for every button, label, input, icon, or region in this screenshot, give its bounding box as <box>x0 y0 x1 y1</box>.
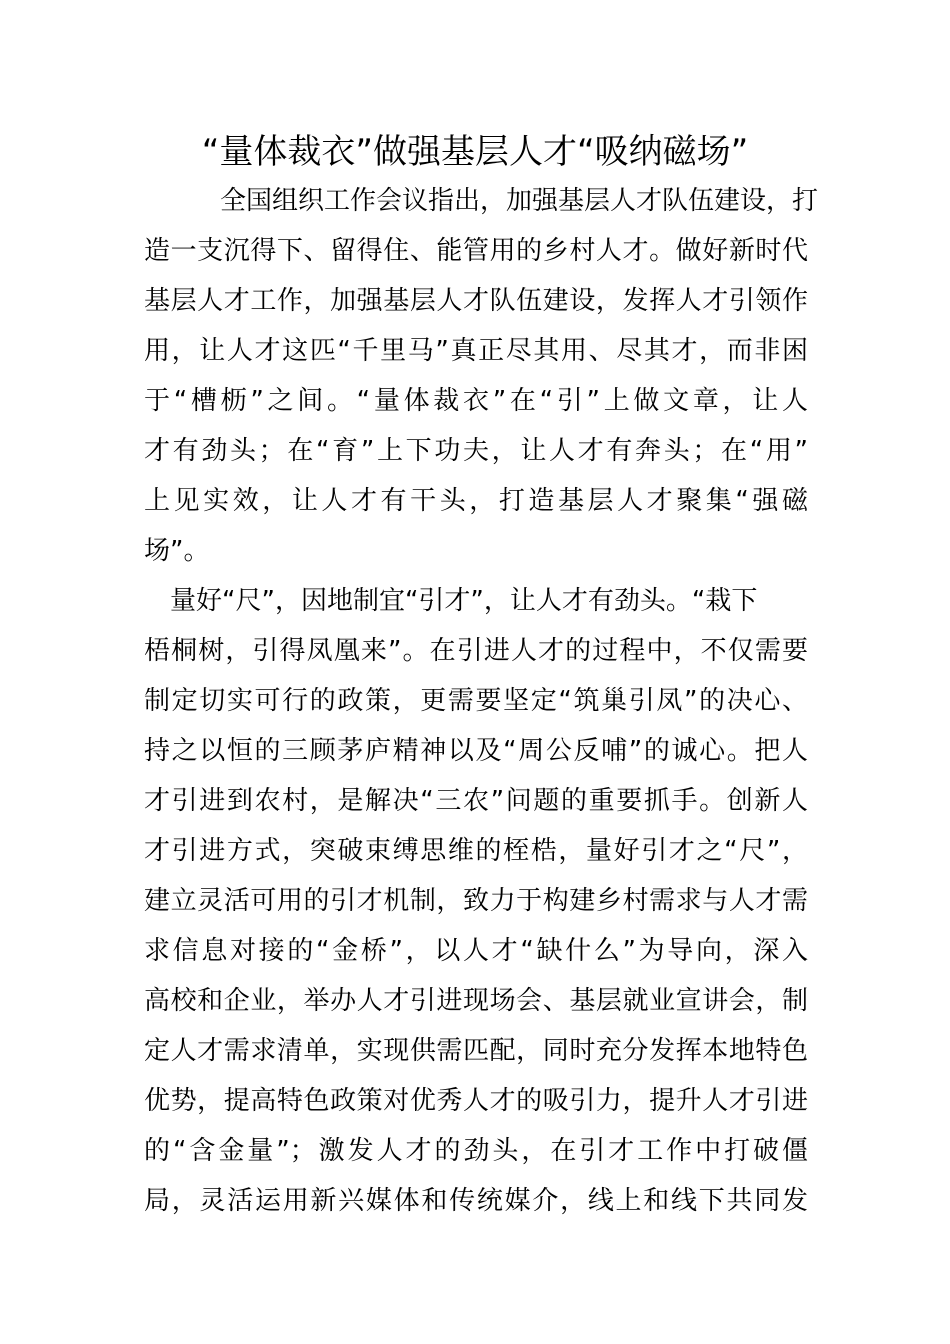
text-line: 于“槽枥”之间。“量体裁衣”在“引”上做文章，让人 <box>144 386 808 416</box>
text-line: 上见实效，让人才有干头，打造基层人才聚集“强磁 <box>144 486 808 516</box>
text-line: 量好“尺”，因地制宜“引才”，让人才有劲头。“栽下 <box>170 586 758 616</box>
paragraph-1 <box>144 176 819 576</box>
text-line: 建立灵活可用的引才机制，致力于构建乡村需求与人才需 <box>144 886 808 916</box>
text-line: 才引进方式，突破束缚思维的桎梏，量好引才之“尺”， <box>144 836 808 866</box>
text-line: 高校和企业，举办人才引进现场会、基层就业宣讲会，制 <box>144 986 808 1016</box>
paragraph-2 <box>144 576 808 1226</box>
text-line: 局，灵活运用新兴媒体和传统媒介，线上和线下共同发 <box>144 1186 808 1216</box>
page-title: “量体裁衣”做强基层人才“吸纳磁场” <box>201 132 749 172</box>
text-line: 基层人才工作，加强基层人才队伍建设，发挥人才引领作 <box>144 286 808 316</box>
text-line: 造一支沉得下、留得住、能管用的乡村人才。做好新时代 <box>144 236 808 266</box>
text-line: 梧桐树，引得凤凰来”。在引进人才的过程中，不仅需要 <box>144 636 808 666</box>
text-line: 用，让人才这匹“千里马”真正尽其用、尽其才，而非困 <box>144 336 808 366</box>
text-line: 全国组织工作会议指出，加强基层人才队伍建设，打 <box>220 186 819 216</box>
text-line: 制定切实可行的政策，更需要坚定“筑巢引凤”的决心、 <box>144 686 808 716</box>
text-line: 的“含金量”；激发人才的劲头，在引才工作中打破僵 <box>144 1136 808 1166</box>
text-line: 才有劲头；在“育”上下功夫，让人才有奔头；在“用” <box>144 436 808 466</box>
text-line: 持之以恒的三顾茅庐精神以及“周公反哺”的诚心。把人 <box>144 736 808 766</box>
text-line: 定人才需求清单，实现供需匹配，同时充分发挥本地特色 <box>144 1036 808 1066</box>
text-line: 场”。 <box>144 536 210 566</box>
text-line: 求信息对接的“金桥”，以人才“缺什么”为导向，深入 <box>144 936 808 966</box>
text-line: 优势，提高特色政策对优秀人才的吸引力，提升人才引进 <box>144 1086 808 1116</box>
text-line: 才引进到农村，是解决“三农”问题的重要抓手。创新人 <box>144 786 808 816</box>
